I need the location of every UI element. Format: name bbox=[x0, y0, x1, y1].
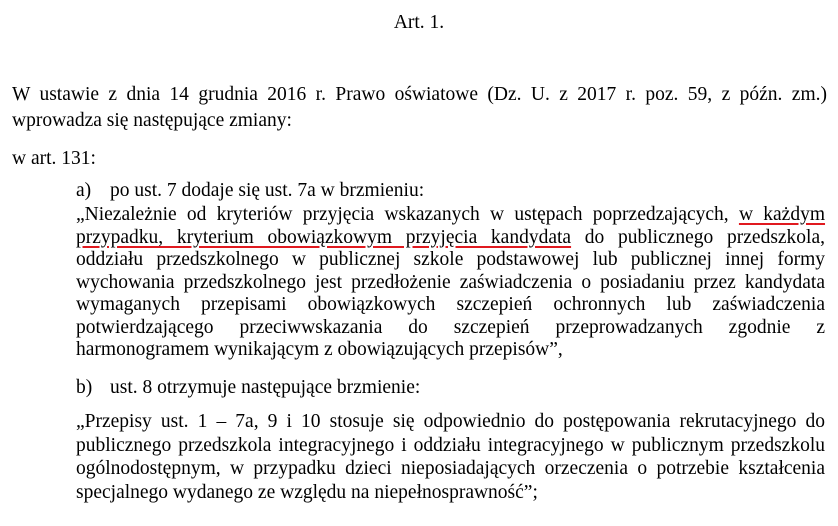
item-a-quote-start: „Niezależnie od kryteriów przyjęcia wskazanych w ustępach poprzedzających, bbox=[76, 204, 739, 225]
item-a-quote-underlined: w każdym przypadku, kryterium obowiązkowym przyjęcia kandydata bbox=[76, 204, 826, 248]
item-a-quote-end: do publicznego przedszkola, oddziału przedszkolnego w publicznej szkole podstawowej lub publicznej innej formy wychowania przedszkolnego jest przedłożenie zaświadczenia o posiadaniu przez kandydata wymaganych przepisami obowiązkowych szczepień ochronnych lub zaświadczenia potwierdzającego przeciwwskazania do szczepień przeprowadzanych zgodnie z harmonogramem wynikającym z obowiązujących przepisów”, bbox=[76, 226, 826, 360]
item-a-text: po ust. 7 dodaje się ust. 7a w brzmieniu: bbox=[110, 180, 425, 201]
intro-paragraph: W ustawie z dnia 14 grudnia 2016 r. Prawo oświatowe (Dz. U. z 2017 r. poz. 59, z późn. zm.) wprowadza się następujące zmiany: bbox=[12, 84, 827, 131]
item-b-text: ust. 8 otrzymuje następujące brzmienie: bbox=[110, 377, 421, 398]
item-a-label bbox=[76, 178, 424, 204]
article-heading: Art. 1. bbox=[393, 12, 445, 33]
item-b-label bbox=[76, 375, 420, 401]
item-b-quote: „Przepisy ust. 1 – 7a, 9 i 10 stosuje się odpowiednio do postępowania rekrutacyjnego do publicznego przedszkola integracyjnego i oddziału integracyjnego w publicznym przedszkolu ogólnodostępnym, w przypadku dzieci nieposiadających orzeczenia o potrzebie kształcenia specjalnego wydanego ze względu na niepełnosprawność”; bbox=[76, 411, 825, 503]
item-a-letter: a) bbox=[76, 180, 92, 201]
item-b-letter: b) bbox=[76, 377, 93, 398]
article-reference: w art. 131: bbox=[12, 148, 96, 169]
item-a-quote bbox=[76, 204, 825, 362]
